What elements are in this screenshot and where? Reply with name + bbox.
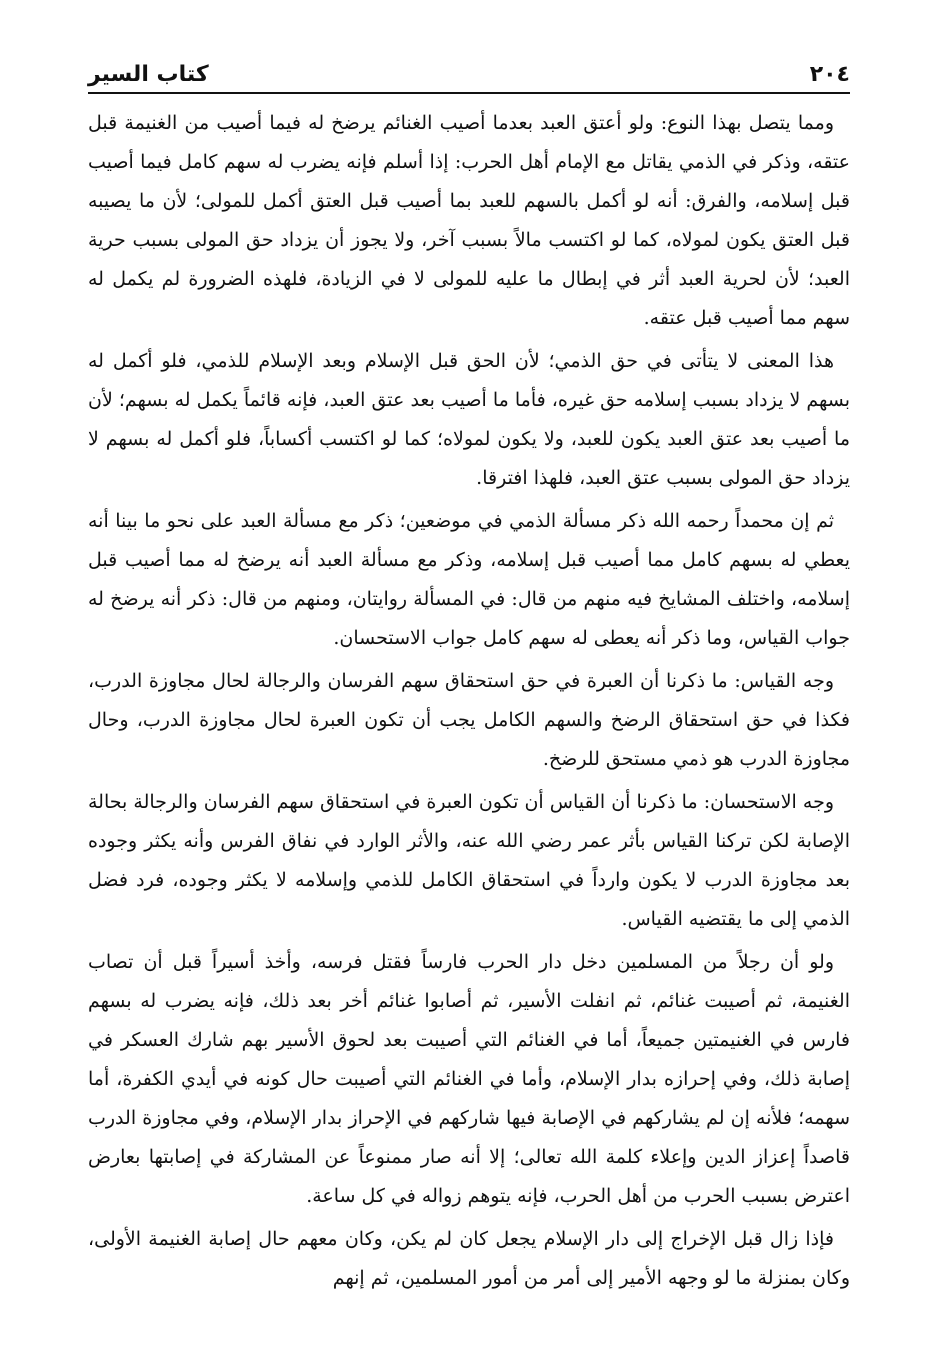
paragraph: ومما يتصل بهذا النوع: ولو أعتق العبد بعدما أصيب الغنائم يرضخ له فيما أصيب من الغنيمة قبل عتقه، وذكر في الذمي يقاتل مع الإمام أهل الحرب: إذا أسلم فإنه يضرب له سهم كامل فيما أصيب قبل إسلامه، والفرق: أنه لو أكمل بالسهم للعبد بما أصيب قبل العتق أكمل للمولى؛ لأن ما يصيبه قبل العتق يكون لمولاه، كما لو اكتسب مالاً بسبب آخر، ولا يجوز أن يزداد حق المولى بسبب حرية العبد؛ لأن لحرية العبد أثر في إبطال ما عليه للمولى لا في الزيادة، فلهذه الضرورة لم يكمل له سهم مما أصيب قبل عتقه. <box>88 112 850 329</box>
paragraph: وجه القياس: ما ذكرنا أن العبرة في حق استحقاق سهم الفرسان والرجالة لحال مجاوزة الدرب، فكذا في حق استحقاق الرضخ والسهم الكامل يجب أن تكون العبرة لحال مجاوزة الدرب، وحال مجاوزة الدرب هو ذمي مستحق للرضخ. <box>88 670 850 770</box>
page-number: ٢٠٤ <box>809 62 850 87</box>
page-header <box>88 44 850 94</box>
paragraph: هذا المعنى لا يتأتى في حق الذمي؛ لأن الحق قبل الإسلام وبعد الإسلام للذمي، فلو أكمل له بسهم لا يزداد بسبب إسلامه حق غيره، فأما ما أصيب بعد عتق العبد، فإنه قائماً يكمل له بسهم؛ لأن ما أصيب بعد عتق العبد يكون للعبد، ولا يكون لمولاه؛ كما لو اكتسب أكساباً، فلو أكمل له بسهم لا يزداد حق المولى بسبب عتق العبد، فلهذا افترقا. <box>88 350 850 489</box>
paragraph: فإذا زال قبل الإخراج إلى دار الإسلام يجعل كان لم يكن، وكان معهم حال إصابة الغنيمة الأولى، وكان بمنزلة ما لو وجهه الأمير إلى أمر من أمور المسلمين، ثم إنهم <box>88 1228 850 1289</box>
paragraph: وجه الاستحسان: ما ذكرنا أن القياس أن تكون العبرة في استحقاق سهم الفرسان والرجالة بحالة الإصابة لكن تركنا القياس بأثر عمر رضي الله عنه، والأثر الوارد في نفاق الفرس وأنه يكثر وجوده بعد مجاوزة الدرب لا يكون وارداً في استحقاق الكامل للذمي وإسلامه لا يكثر وجوده، فرد فضل الذمي إلى ما يقتضيه القياس. <box>88 791 850 930</box>
paragraph: ولو أن رجلاً من المسلمين دخل دار الحرب فارساً فقتل فرسه، وأخذ أسيراً قبل أن تصاب الغنيمة، ثم أصيبت غنائم، ثم انفلت الأسير، ثم أصابوا غنائم أخر بعد ذلك، فإنه يضرب له بسهم فارس في الغنيمتين جميعاً، أما في الغنائم التي أصيبت بعد لحوق الأسير بهم شارك العسكر في إصابة ذلك، وفي إحرازه بدار الإسلام، وأما في الغنائم التي أصيبت حال كونه في أيدي الكفرة، أما سهمه؛ فلأنه إن لم يشاركهم في الإصابة فيها شاركهم في الإحراز بدار الإسلام، وفي مجاوزة الدرب قاصداً إعزاز الدين وإعلاء كلمة الله تعالى؛ إلا أنه صار ممنوعاً عن المشاركة في إصابتها بعارض اعترض بسبب الحرب من أهل الحرب، فإنه يتوهم زواله في كل ساعة. <box>88 951 850 1207</box>
running-title: كتاب السير <box>88 62 209 87</box>
page-body <box>88 104 850 1302</box>
paragraph: ثم إن محمداً رحمه الله ذكر مسألة الذمي في موضعين؛ ذكر مع مسألة العبد على نحو ما بينا أنه يعطي له بسهم كامل مما أصيب قبل إسلامه، وذكر مع مسألة العبد أنه يرضخ له مما أصيب قبل إسلامه، واختلف المشايخ فيه منهم من قال: في المسألة روايتان، ومنهم من قال: ذكر أنه يرضخ له جواب القياس، وما ذكر أنه يعطى له سهم كامل جواب الاستحسان. <box>88 510 850 649</box>
